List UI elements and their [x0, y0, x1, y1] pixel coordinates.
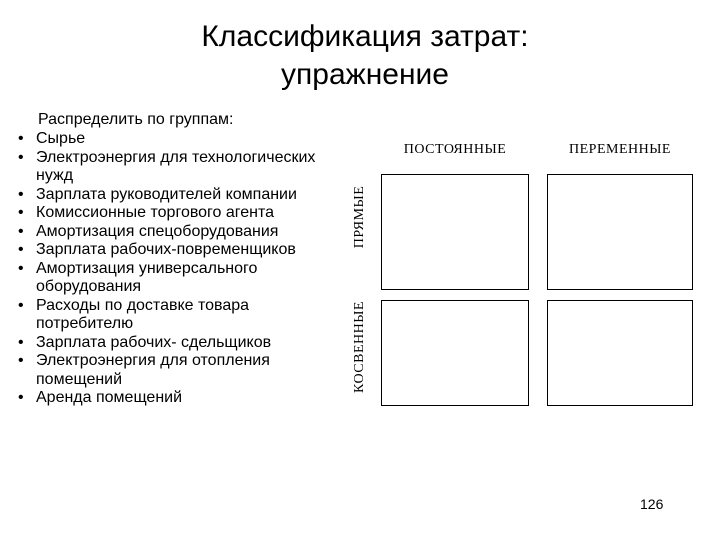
cell-direct-fixed	[381, 174, 529, 290]
list-item: • Электроэнергия для отопления помещений	[18, 352, 338, 389]
column-header-fixed: ПОСТОЯННЫЕ	[403, 142, 507, 157]
title-line-1: Классификация затрат:	[201, 20, 529, 53]
list-item: • Амортизация спецоборудования	[18, 223, 338, 242]
task-heading: Распределить по группам:	[38, 111, 234, 128]
cell-indirect-fixed	[381, 300, 529, 406]
list-item: • Электроэнергия для технологических нужд	[18, 149, 338, 186]
list-item: • Аренда помещений	[18, 389, 338, 408]
column-header-variable: ПЕРЕМЕННЫЕ	[569, 142, 671, 157]
title-line-2: упражнение	[281, 58, 449, 91]
list-item: • Расходы по доставке товара потребителю	[18, 297, 338, 334]
row-header-indirect: КОСВЕННЫЕ	[352, 301, 367, 393]
list-item: • Комиссионные торгового агента	[18, 204, 338, 223]
page-number: 126	[640, 496, 664, 512]
row-header-direct: ПРЯМЫЕ	[352, 185, 367, 249]
slide-title	[150, 18, 580, 94]
cell-direct-variable	[547, 174, 693, 290]
list-item: • Сырье	[18, 130, 338, 149]
list-item: • Зарплата рабочих- сдельщиков	[18, 334, 338, 353]
list-item: • Зарплата руководителей компании	[18, 186, 338, 205]
cell-indirect-variable	[547, 300, 693, 406]
cost-items-list	[18, 130, 338, 408]
list-item: • Амортизация универсального оборудования	[18, 260, 338, 297]
list-item: • Зарплата рабочих-повременщиков	[18, 241, 338, 260]
